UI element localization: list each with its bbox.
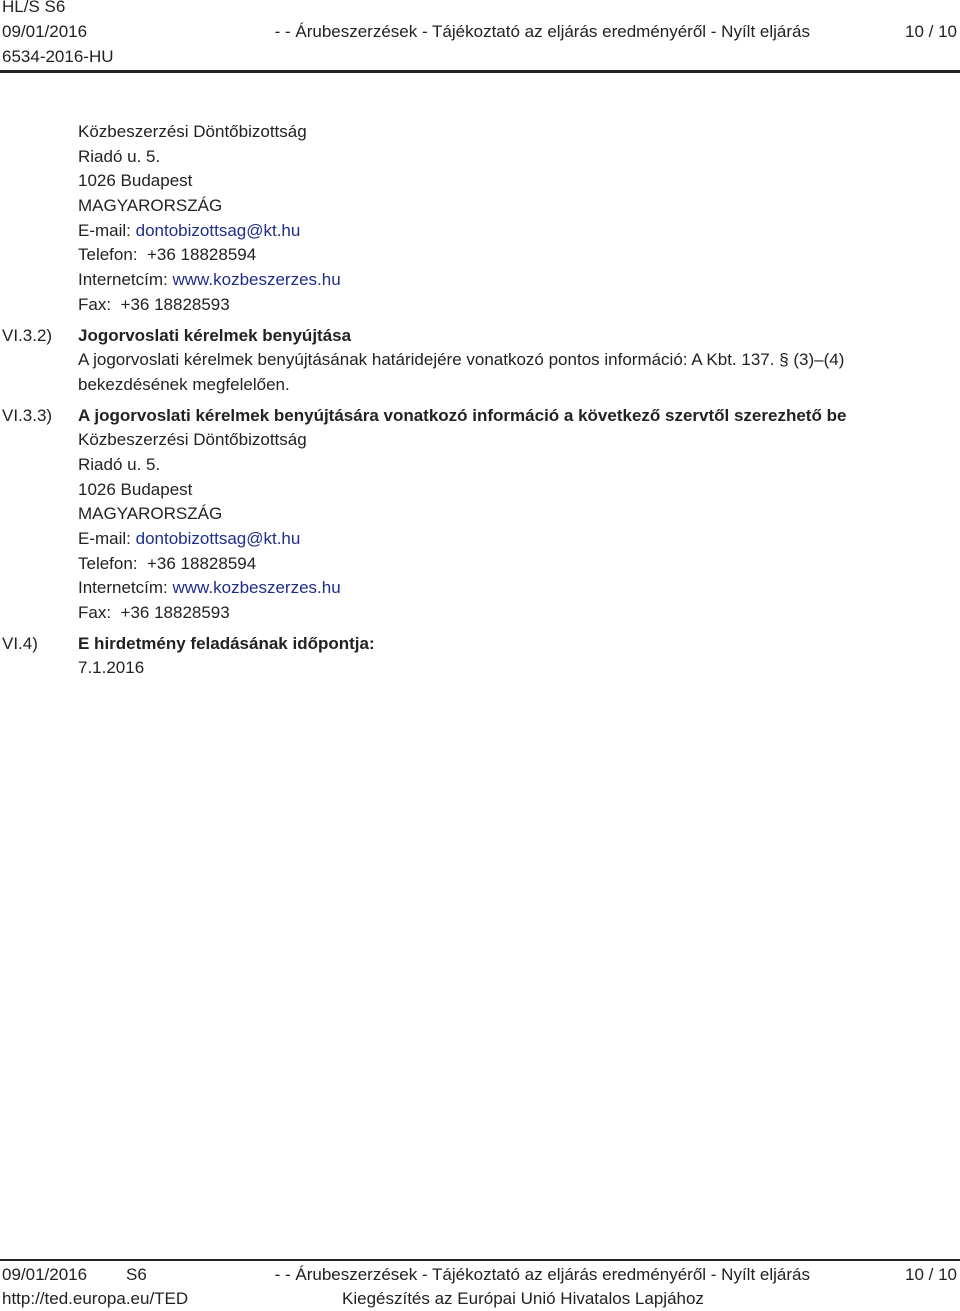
info-body-country: MAGYARORSZÁG [78,504,223,524]
review-body-city: 1026 Budapest [78,171,193,191]
dispatch-date: 7.1.2016 [78,658,145,678]
email-label: E-mail: [78,529,131,548]
footer-date: 09/01/2016 [2,1265,88,1284]
phone-value: +36 18828594 [147,553,257,573]
header-date: 09/01/2016 [2,22,88,41]
header-notice-number: 6534-2016-HU [2,47,114,66]
info-body-email-row [78,527,898,552]
email-link[interactable]: dontobizottsag@kt.hu [135,529,301,548]
section-vi-4 [78,632,898,681]
fax-value: +36 18828593 [120,603,230,623]
email-label: E-mail: [78,220,131,240]
info-body-phone-row [78,552,898,577]
info-body-city: 1026 Budapest [78,479,193,499]
fax-label: Fax: [78,603,112,623]
section-text-vi-3-2-line2: bekezdésének megfelelően. [78,374,290,394]
section-title-vi-4: E hirdetmény feladásának időpontja: [78,633,375,653]
review-body-web-row [78,268,898,293]
web-label: Internetcím: [78,578,168,598]
phone-label: Telefon: [78,553,138,573]
info-body-fax-row [78,601,898,626]
review-body-phone-row [78,243,898,268]
phone-value: +36 18828594 [147,245,257,265]
review-body-name: Közbeszerzési Döntőbizottság [78,122,307,141]
email-link[interactable]: dontobizottsag@kt.hu [135,220,301,240]
section-vi-3-2 [78,324,898,398]
web-link[interactable]: www.kozbeszerzes.hu [172,270,341,290]
review-body-email-row [78,219,898,244]
info-body-web-row [78,576,898,601]
header-doc-id: HL/S S6 [2,0,66,16]
section-number-vi-3-3: VI.3.3) [2,406,53,425]
section-title-vi-3-2: Jogorvoslati kérelmek benyújtása [78,325,352,345]
fax-label: Fax: [78,294,112,314]
section-text-vi-3-2-line1: A jogorvoslati kérelmek benyújtásának határidejére vonatkozó pontos információ: A Kbt. 137. § (3)–(4) [78,350,845,370]
section-number-vi-3-2: VI.3.2) [2,326,53,345]
web-link[interactable]: www.kozbeszerzes.hu [172,578,341,598]
section-vi-3-3 [78,404,898,626]
header-divider [0,70,960,73]
footer-page: 10 / 10 [905,1265,957,1284]
web-label: Internetcím: [78,270,168,290]
header-page: 10 / 10 [905,22,957,41]
section-title-vi-3-3: A jogorvoslati kérelmek benyújtására vonatkozó információ a következő szervtől szerezhető be [78,405,847,425]
section-number-vi-4: VI.4) [2,634,38,653]
footer-supplement: Kiegészítés az Európai Unió Hivatalos Lapjához [342,1289,704,1308]
footer-title: - - Árubeszerzések - Tájékoztató az eljárás eredményéről - Nyílt eljárás [274,1265,810,1284]
document-body [78,120,898,681]
footer-url[interactable]: http://ted.europa.eu/TED [2,1289,189,1308]
phone-label: Telefon: [78,245,138,265]
review-body-street: Riadó u. 5. [78,146,161,166]
review-body-country: MAGYARORSZÁG [78,196,223,216]
review-body-address [78,120,898,318]
footer-divider [0,1259,960,1261]
info-body-name: Közbeszerzési Döntőbizottság [78,430,307,450]
footer-series: S6 [126,1265,147,1284]
info-body-street: Riadó u. 5. [78,454,161,474]
fax-value: +36 18828593 [120,294,230,314]
header-title: - - Árubeszerzések - Tájékoztató az eljárás eredményéről - Nyílt eljárás [274,22,810,41]
review-body-fax-row [78,293,898,318]
